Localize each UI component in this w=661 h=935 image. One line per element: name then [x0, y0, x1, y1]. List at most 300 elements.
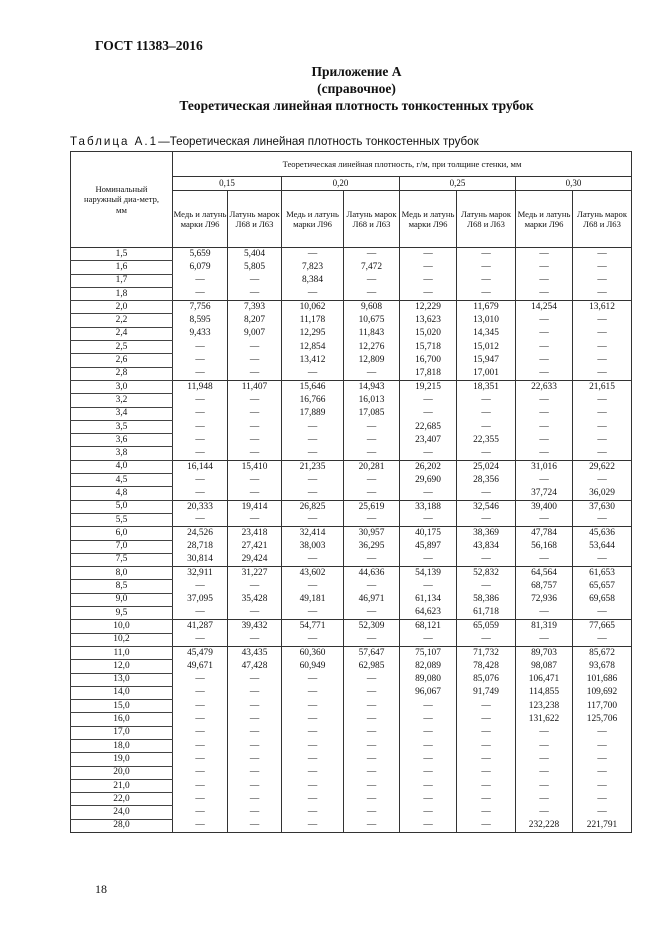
density-cell: 30,814: [173, 553, 228, 566]
header-density-group: Теоретическая линейная плотность, г/м, при толщине стенки, мм: [173, 152, 632, 177]
density-cell: —: [282, 779, 344, 792]
density-cell: —: [282, 474, 344, 487]
density-cell: 24,526: [173, 527, 228, 540]
density-cell: —: [173, 673, 228, 686]
density-cell: —: [516, 779, 573, 792]
density-cell: 29,424: [228, 553, 282, 566]
header-material-copper: Медь и латунь марки Л96: [282, 191, 344, 248]
density-cell: —: [573, 394, 632, 407]
density-cell: —: [516, 474, 573, 487]
diameter-cell: 9,0: [71, 593, 173, 606]
density-cell: 7,472: [344, 261, 400, 274]
density-cell: —: [573, 287, 632, 300]
density-cell: —: [228, 633, 282, 646]
density-cell: 5,404: [228, 248, 282, 261]
density-cell: 43,834: [457, 540, 516, 553]
density-cell: —: [457, 793, 516, 806]
table-row: [71, 513, 632, 526]
density-cell: —: [457, 487, 516, 500]
diameter-cell: 21,0: [71, 779, 173, 792]
density-cell: —: [173, 793, 228, 806]
diameter-cell: 2,8: [71, 367, 173, 380]
density-cell: —: [516, 633, 573, 646]
density-cell: —: [516, 766, 573, 779]
diameter-cell: 13,0: [71, 673, 173, 686]
density-cell: 8,207: [228, 314, 282, 327]
density-cell: 45,897: [400, 540, 457, 553]
table-row: [71, 341, 632, 354]
diameter-cell: 4,5: [71, 474, 173, 487]
density-cell: —: [516, 447, 573, 460]
density-cell: 71,732: [457, 646, 516, 659]
table-row: [71, 753, 632, 766]
density-cell: 37,095: [173, 593, 228, 606]
density-cell: 49,671: [173, 660, 228, 673]
density-cell: —: [228, 341, 282, 354]
diameter-cell: 28,0: [71, 819, 173, 832]
density-cell: —: [228, 354, 282, 367]
density-cell: —: [344, 806, 400, 819]
density-cell: 64,564: [516, 567, 573, 580]
diameter-cell: 12,0: [71, 660, 173, 673]
table-row: [71, 487, 632, 500]
density-cell: 101,686: [573, 673, 632, 686]
density-cell: —: [228, 779, 282, 792]
density-cell: 68,121: [400, 620, 457, 633]
density-cell: —: [516, 753, 573, 766]
density-cell: —: [228, 287, 282, 300]
density-cell: —: [173, 633, 228, 646]
density-cell: —: [400, 248, 457, 261]
density-cell: —: [400, 487, 457, 500]
density-cell: 7,393: [228, 301, 282, 314]
table-row: [71, 686, 632, 699]
density-cell: 52,309: [344, 620, 400, 633]
density-cell: —: [344, 673, 400, 686]
density-cell: 81,319: [516, 620, 573, 633]
density-cell: —: [173, 686, 228, 699]
density-cell: 14,345: [457, 327, 516, 340]
density-cell: 39,432: [228, 620, 282, 633]
density-cell: —: [400, 261, 457, 274]
density-cell: 36,029: [573, 487, 632, 500]
density-cell: —: [457, 513, 516, 526]
diameter-cell: 3,6: [71, 434, 173, 447]
density-cell: 64,623: [400, 607, 457, 620]
table-row: [71, 474, 632, 487]
density-cell: 61,718: [457, 607, 516, 620]
density-cell: 14,943: [344, 380, 400, 393]
density-cell: —: [344, 607, 400, 620]
density-cell: —: [516, 420, 573, 433]
density-cell: —: [173, 739, 228, 752]
density-cell: —: [457, 779, 516, 792]
density-cell: 27,421: [228, 540, 282, 553]
density-cell: 8,384: [282, 274, 344, 287]
density-cell: 77,665: [573, 620, 632, 633]
density-cell: —: [516, 513, 573, 526]
density-cell: 19,414: [228, 500, 282, 513]
density-cell: 52,832: [457, 567, 516, 580]
density-cell: —: [344, 447, 400, 460]
density-cell: —: [516, 739, 573, 752]
density-cell: 96,067: [400, 686, 457, 699]
density-cell: —: [282, 553, 344, 566]
density-cell: 17,001: [457, 367, 516, 380]
density-cell: 14,254: [516, 301, 573, 314]
density-cell: —: [228, 274, 282, 287]
density-cell: 36,295: [344, 540, 400, 553]
diameter-cell: 1,7: [71, 274, 173, 287]
density-cell: —: [516, 341, 573, 354]
table-row: [71, 394, 632, 407]
density-cell: 21,235: [282, 460, 344, 473]
density-cell: —: [457, 819, 516, 832]
density-cell: —: [344, 513, 400, 526]
density-cell: —: [516, 248, 573, 261]
diameter-cell: 7,0: [71, 540, 173, 553]
appendix-heading-block: [0, 63, 661, 114]
density-cell: —: [457, 753, 516, 766]
density-cell: —: [457, 420, 516, 433]
density-cell: —: [344, 580, 400, 593]
density-cell: 57,647: [344, 646, 400, 659]
density-cell: 25,024: [457, 460, 516, 473]
density-cell: 17,085: [344, 407, 400, 420]
density-cell: 6,079: [173, 261, 228, 274]
density-cell: —: [573, 248, 632, 261]
table-row: [71, 460, 632, 473]
density-cell: 28,356: [457, 474, 516, 487]
density-cell: —: [173, 819, 228, 832]
density-cell: —: [573, 434, 632, 447]
density-cell: —: [344, 367, 400, 380]
table-row: [71, 553, 632, 566]
density-cell: —: [173, 580, 228, 593]
density-cell: —: [173, 341, 228, 354]
density-cell: —: [282, 700, 344, 713]
density-cell: —: [173, 474, 228, 487]
diameter-cell: 9,5: [71, 607, 173, 620]
density-cell: —: [400, 806, 457, 819]
diameter-cell: 6,0: [71, 527, 173, 540]
density-cell: 13,010: [457, 314, 516, 327]
density-cell: 35,428: [228, 593, 282, 606]
density-cell: 89,703: [516, 646, 573, 659]
density-cell: —: [400, 739, 457, 752]
table-row: [71, 646, 632, 659]
density-cell: —: [173, 607, 228, 620]
density-cell: 22,355: [457, 434, 516, 447]
table-caption-text: —Теоретическая линейная плотность тонкостенных трубок: [158, 135, 479, 148]
density-cell: 20,281: [344, 460, 400, 473]
density-cell: 5,659: [173, 248, 228, 261]
density-cell: —: [344, 766, 400, 779]
density-cell: 43,602: [282, 567, 344, 580]
density-cell: —: [228, 580, 282, 593]
diameter-cell: 19,0: [71, 753, 173, 766]
density-cell: 75,107: [400, 646, 457, 659]
density-cell: 15,718: [400, 341, 457, 354]
density-cell: —: [344, 779, 400, 792]
diameter-cell: 2,2: [71, 314, 173, 327]
diameter-cell: 8,5: [71, 580, 173, 593]
table-row: [71, 327, 632, 340]
table-row: [71, 660, 632, 673]
density-cell: 41,287: [173, 620, 228, 633]
density-cell: —: [282, 713, 344, 726]
density-cell: 9,433: [173, 327, 228, 340]
density-cell: 45,636: [573, 527, 632, 540]
density-cell: —: [516, 274, 573, 287]
density-cell: 72,936: [516, 593, 573, 606]
density-cell: 16,700: [400, 354, 457, 367]
density-cell: —: [344, 420, 400, 433]
density-cell: 61,134: [400, 593, 457, 606]
density-cell: —: [344, 686, 400, 699]
density-cell: —: [173, 779, 228, 792]
density-cell: —: [344, 248, 400, 261]
table-row: [71, 314, 632, 327]
density-cell: 28,718: [173, 540, 228, 553]
header-material-brass: Латунь марок Л68 и Л63: [228, 191, 282, 248]
density-cell: —: [457, 739, 516, 752]
density-cell: —: [516, 367, 573, 380]
table-row: [71, 779, 632, 792]
density-cell: —: [516, 394, 573, 407]
diameter-cell: 18,0: [71, 739, 173, 752]
density-cell: 49,181: [282, 593, 344, 606]
density-cell: 32,546: [457, 500, 516, 513]
density-cell: 22,685: [400, 420, 457, 433]
density-cell: 16,144: [173, 460, 228, 473]
table-row: [71, 261, 632, 274]
density-cell: —: [173, 394, 228, 407]
density-cell: 53,644: [573, 540, 632, 553]
diameter-cell: 2,5: [71, 341, 173, 354]
density-cell: 21,615: [573, 380, 632, 393]
diameter-cell: 2,4: [71, 327, 173, 340]
density-cell: 131,622: [516, 713, 573, 726]
density-cell: 45,479: [173, 646, 228, 659]
diameter-cell: 22,0: [71, 793, 173, 806]
density-cell: 123,238: [516, 700, 573, 713]
density-cell: —: [173, 274, 228, 287]
density-cell: —: [573, 779, 632, 792]
density-cell: 58,386: [457, 593, 516, 606]
diameter-cell: 15,0: [71, 700, 173, 713]
density-cell: —: [516, 726, 573, 739]
density-cell: —: [282, 766, 344, 779]
density-cell: —: [228, 434, 282, 447]
density-cell: 17,818: [400, 367, 457, 380]
table-body: [71, 248, 632, 833]
density-cell: —: [573, 513, 632, 526]
standard-designation: ГОСТ 11383–2016: [95, 38, 203, 53]
diameter-cell: 10,2: [71, 633, 173, 646]
density-cell: 32,911: [173, 567, 228, 580]
table-row: [71, 620, 632, 633]
diameter-cell: 5,5: [71, 513, 173, 526]
density-cell: —: [173, 513, 228, 526]
density-cell: —: [400, 274, 457, 287]
density-cell: 7,756: [173, 301, 228, 314]
table-row: [71, 540, 632, 553]
density-cell: —: [282, 739, 344, 752]
appendix-heading: Теоретическая линейная плотность тонкостенных трубок: [179, 98, 534, 113]
density-cell: 68,757: [516, 580, 573, 593]
density-cell: 125,706: [573, 713, 632, 726]
density-cell: —: [400, 766, 457, 779]
diameter-cell: 24,0: [71, 806, 173, 819]
density-cell: 23,418: [228, 527, 282, 540]
density-cell: —: [282, 819, 344, 832]
header-material-brass: Латунь марок Л68 и Л63: [457, 191, 516, 248]
density-cell: 11,407: [228, 380, 282, 393]
density-cell: —: [573, 726, 632, 739]
density-cell: 15,012: [457, 341, 516, 354]
density-cell: 221,791: [573, 819, 632, 832]
density-cell: 82,089: [400, 660, 457, 673]
density-cell: 60,949: [282, 660, 344, 673]
density-cell: 16,766: [282, 394, 344, 407]
density-cell: —: [573, 753, 632, 766]
density-cell: —: [282, 487, 344, 500]
density-cell: —: [457, 713, 516, 726]
diameter-cell: 1,8: [71, 287, 173, 300]
header-material-brass: Латунь марок Л68 и Л63: [573, 191, 632, 248]
table-row: [71, 380, 632, 393]
table-row: [71, 420, 632, 433]
density-cell: —: [344, 553, 400, 566]
density-cell: 33,188: [400, 500, 457, 513]
density-cell: —: [282, 513, 344, 526]
density-cell: 30,957: [344, 527, 400, 540]
density-cell: —: [573, 354, 632, 367]
density-cell: —: [282, 793, 344, 806]
density-cell: 12,276: [344, 341, 400, 354]
density-cell: —: [282, 420, 344, 433]
density-cell: 54,139: [400, 567, 457, 580]
density-cell: —: [573, 327, 632, 340]
header-thickness-0-25: 0,25: [400, 177, 516, 191]
density-cell: —: [457, 726, 516, 739]
density-cell: —: [573, 420, 632, 433]
density-cell: 9,608: [344, 301, 400, 314]
density-cell: 15,410: [228, 460, 282, 473]
diameter-cell: 16,0: [71, 713, 173, 726]
density-cell: 39,400: [516, 500, 573, 513]
header-thickness-0-30: 0,30: [516, 177, 632, 191]
density-cell: —: [516, 314, 573, 327]
density-cell: 114,855: [516, 686, 573, 699]
density-cell: —: [457, 248, 516, 261]
density-cell: —: [228, 793, 282, 806]
density-cell: 56,168: [516, 540, 573, 553]
density-cell: 18,351: [457, 380, 516, 393]
density-cell: —: [173, 806, 228, 819]
density-cell: —: [516, 261, 573, 274]
density-cell: —: [344, 474, 400, 487]
density-cell: 29,690: [400, 474, 457, 487]
header-material-copper: Медь и латунь марки Л96: [173, 191, 228, 248]
density-cell: 8,595: [173, 314, 228, 327]
density-cell: 65,059: [457, 620, 516, 633]
table-row: [71, 287, 632, 300]
density-cell: —: [344, 793, 400, 806]
density-cell: —: [228, 447, 282, 460]
density-cell: —: [516, 553, 573, 566]
density-cell: 5,805: [228, 261, 282, 274]
diameter-cell: 4,0: [71, 460, 173, 473]
density-cell: —: [282, 633, 344, 646]
table-row: [71, 726, 632, 739]
density-cell: —: [282, 447, 344, 460]
density-cell: —: [400, 513, 457, 526]
density-cell: —: [173, 487, 228, 500]
density-cell: —: [457, 274, 516, 287]
density-cell: —: [457, 394, 516, 407]
density-cell: —: [457, 407, 516, 420]
diameter-cell: 3,5: [71, 420, 173, 433]
density-cell: —: [400, 726, 457, 739]
density-cell: 85,672: [573, 646, 632, 659]
density-cell: —: [516, 434, 573, 447]
table-row: [71, 527, 632, 540]
header-material-copper: Медь и латунь марки Л96: [400, 191, 457, 248]
appendix-status: (справочное): [317, 81, 396, 96]
density-cell: 109,692: [573, 686, 632, 699]
density-cell: 20,333: [173, 500, 228, 513]
density-cell: —: [516, 793, 573, 806]
density-cell: —: [228, 420, 282, 433]
density-cell: 44,636: [344, 567, 400, 580]
density-cell: —: [516, 354, 573, 367]
header-material-copper: Медь и латунь марки Л96: [516, 191, 573, 248]
density-cell: —: [344, 819, 400, 832]
density-cell: —: [516, 407, 573, 420]
density-cell: —: [173, 753, 228, 766]
density-cell: —: [573, 766, 632, 779]
table-row: [71, 248, 632, 261]
density-cell: —: [282, 673, 344, 686]
density-cell: 26,202: [400, 460, 457, 473]
table-row: [71, 766, 632, 779]
density-cell: —: [282, 806, 344, 819]
density-cell: —: [400, 753, 457, 766]
page-number: 18: [95, 882, 107, 896]
density-cell: 7,823: [282, 261, 344, 274]
diameter-cell: 3,2: [71, 394, 173, 407]
density-cell: —: [282, 753, 344, 766]
density-cell: —: [173, 713, 228, 726]
density-cell: —: [228, 394, 282, 407]
density-cell: —: [344, 726, 400, 739]
density-cell: 15,020: [400, 327, 457, 340]
density-cell: 60,360: [282, 646, 344, 659]
density-cell: —: [400, 287, 457, 300]
density-cell: —: [457, 580, 516, 593]
density-cell: —: [173, 354, 228, 367]
density-cell: —: [457, 553, 516, 566]
density-cell: 9,007: [228, 327, 282, 340]
density-cell: 61,653: [573, 567, 632, 580]
density-cell: 89,080: [400, 673, 457, 686]
density-cell: —: [573, 633, 632, 646]
density-cell: 38,369: [457, 527, 516, 540]
density-cell: 117,700: [573, 700, 632, 713]
table-row: [71, 673, 632, 686]
